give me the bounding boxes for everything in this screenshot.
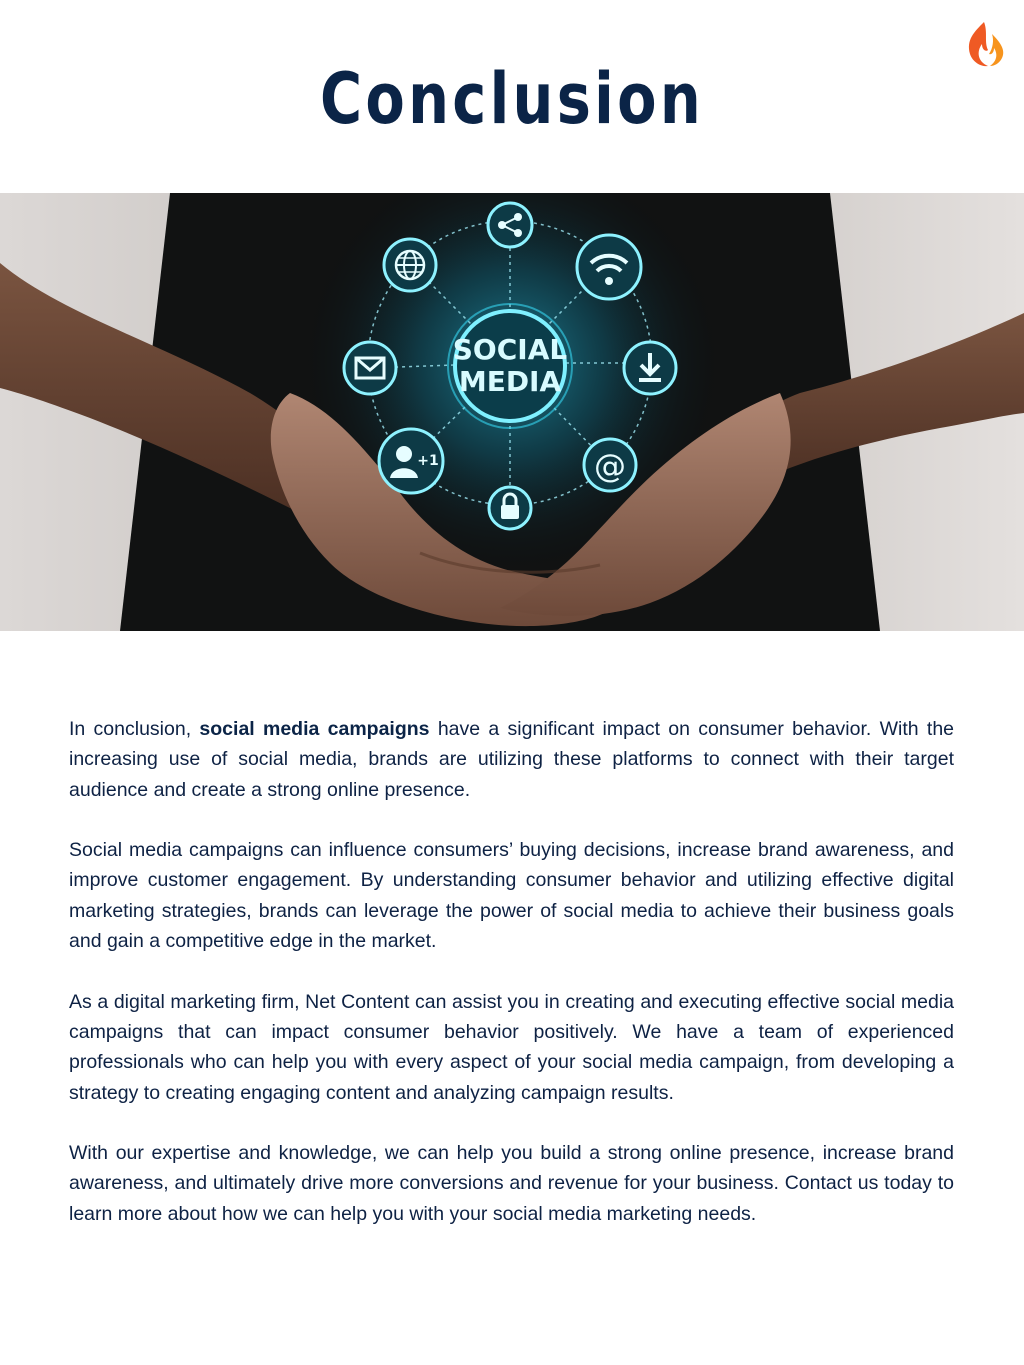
at-sign-icon xyxy=(584,439,636,491)
paragraph-4: With our expertise and knowledge, we can help you build a strong online presence, increase brand awareness, and ultimately drive more conversions and revenue for your business. Contact us today to learn more about how we can help you with your social media marketing needs. xyxy=(69,1142,954,1225)
wifi-icon xyxy=(577,235,641,299)
add-user-icon xyxy=(379,429,443,493)
social-media-network-image xyxy=(0,193,1024,631)
lock-icon xyxy=(489,487,531,529)
highlight-text: social media campaigns xyxy=(199,718,430,740)
add-user-badge: +1 xyxy=(417,453,439,469)
globe-icon xyxy=(384,239,436,291)
mail-icon xyxy=(344,342,396,394)
center-label-social: SOCIAL xyxy=(452,333,568,366)
conclusion-body xyxy=(69,714,954,1259)
center-label-media: MEDIA xyxy=(458,365,562,398)
page-title: Conclusion xyxy=(320,58,704,140)
download-icon xyxy=(624,342,676,394)
paragraph-3: As a digital marketing firm, Net Content can assist you in creating and executing effective social media campaigns that can impact consumer behavior positively. We have a team of experienced professionals who can help you with every aspect of your social media campaign, from developing a strategy to creating engaging content and analyzing campaign results. xyxy=(69,990,954,1104)
paragraph-1: In conclusion, social media campaigns have a significant impact on consumer behavior. With the increasing use of social media, brands are utilizing these platforms to connect with their target audience and create a strong online presence. xyxy=(69,718,955,801)
flame-logo-icon xyxy=(964,20,1008,68)
svg-text:@: @ xyxy=(594,447,626,485)
share-icon xyxy=(488,203,532,247)
paragraph-2: Social media campaigns can influence consumers’ buying decisions, increase brand awareness, and improve customer engagement. By understanding consumer behavior and utilizing effective digital marketing strategies, brands can leverage the power of social media to achieve their business goals and gain a competitive edge in the market. xyxy=(69,839,954,953)
